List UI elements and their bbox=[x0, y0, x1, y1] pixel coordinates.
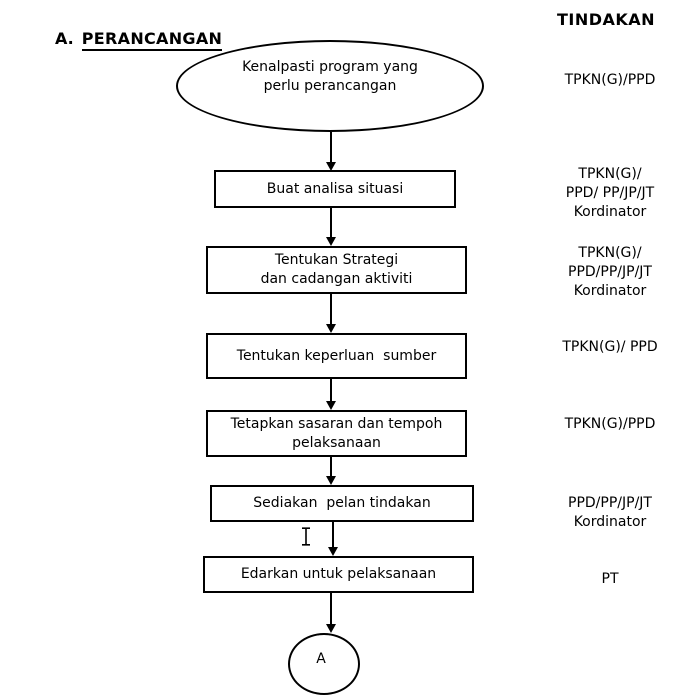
flow-step-box-1 bbox=[214, 170, 456, 208]
flow-step-text: Sediakan pelan tindakan bbox=[253, 495, 431, 511]
tindakan-column-header: TINDAKAN bbox=[556, 10, 656, 29]
flow-step-box-2 bbox=[206, 246, 467, 294]
action-label-3 bbox=[535, 244, 685, 301]
section-title bbox=[55, 29, 222, 48]
flow-step-text: Edarkan untuk pelaksanaan bbox=[240, 566, 437, 582]
flow-step-text: pelaksanaan bbox=[292, 434, 381, 451]
action-text: Kordinator bbox=[573, 283, 647, 299]
flow-step-box-4 bbox=[206, 410, 467, 457]
action-text: PT bbox=[601, 571, 619, 587]
section-label: A. bbox=[55, 29, 74, 48]
flow-step-text: Tentukan keperluan sumber bbox=[236, 347, 437, 364]
action-text: TPKN(G)/PPD bbox=[564, 72, 656, 88]
action-text: PPD/ PP/JP/JT bbox=[565, 185, 655, 201]
flow-step-text: dan cadangan aktiviti bbox=[260, 271, 413, 287]
action-label-1 bbox=[535, 71, 685, 90]
action-text: TPKN(G)/ PPD bbox=[562, 339, 658, 355]
section-name: PERANCANGAN bbox=[82, 29, 222, 51]
start-node-text-line: perlu perancangan bbox=[263, 78, 397, 94]
start-node-text-line: Kenalpasti program yang bbox=[242, 59, 418, 75]
flow-arrow-down-2 bbox=[325, 208, 337, 246]
flow-arrow-down-4 bbox=[325, 379, 337, 410]
action-label-7 bbox=[535, 570, 685, 589]
start-node-ellipse bbox=[176, 40, 484, 132]
flow-arrow-down-5 bbox=[325, 457, 337, 485]
action-label-2 bbox=[535, 165, 685, 222]
end-connector-label: A bbox=[316, 650, 326, 667]
action-label-6 bbox=[535, 494, 685, 532]
text-cursor-icon bbox=[299, 527, 313, 546]
flow-arrow-down-6 bbox=[327, 522, 339, 556]
flow-step-box-3 bbox=[206, 333, 467, 379]
action-text: TPKN(G)/ bbox=[578, 245, 642, 261]
flow-arrow-down-3 bbox=[325, 294, 337, 333]
flow-arrow-down-1 bbox=[325, 132, 337, 171]
action-text: TPKN(G)/PPD bbox=[564, 416, 656, 432]
action-text: Kordinator bbox=[573, 204, 647, 220]
action-text: Kordinator bbox=[573, 514, 647, 530]
action-label-5 bbox=[535, 415, 685, 434]
action-text: PPD/PP/JP/JT bbox=[568, 264, 652, 280]
action-label-4 bbox=[535, 338, 685, 357]
flow-step-box-5 bbox=[210, 485, 474, 522]
flow-step-text: Tentukan Strategi bbox=[274, 252, 399, 268]
end-connector-circle bbox=[288, 633, 360, 695]
flow-step-text: Buat analisa situasi bbox=[266, 180, 404, 197]
flow-arrow-down-7 bbox=[325, 593, 337, 633]
flow-step-text: Tetapkan sasaran dan tempoh bbox=[230, 415, 443, 432]
flow-step-box-6 bbox=[203, 556, 474, 593]
action-text: PPD/PP/JP/JT bbox=[568, 495, 652, 511]
action-text: TPKN(G)/ bbox=[578, 166, 642, 182]
